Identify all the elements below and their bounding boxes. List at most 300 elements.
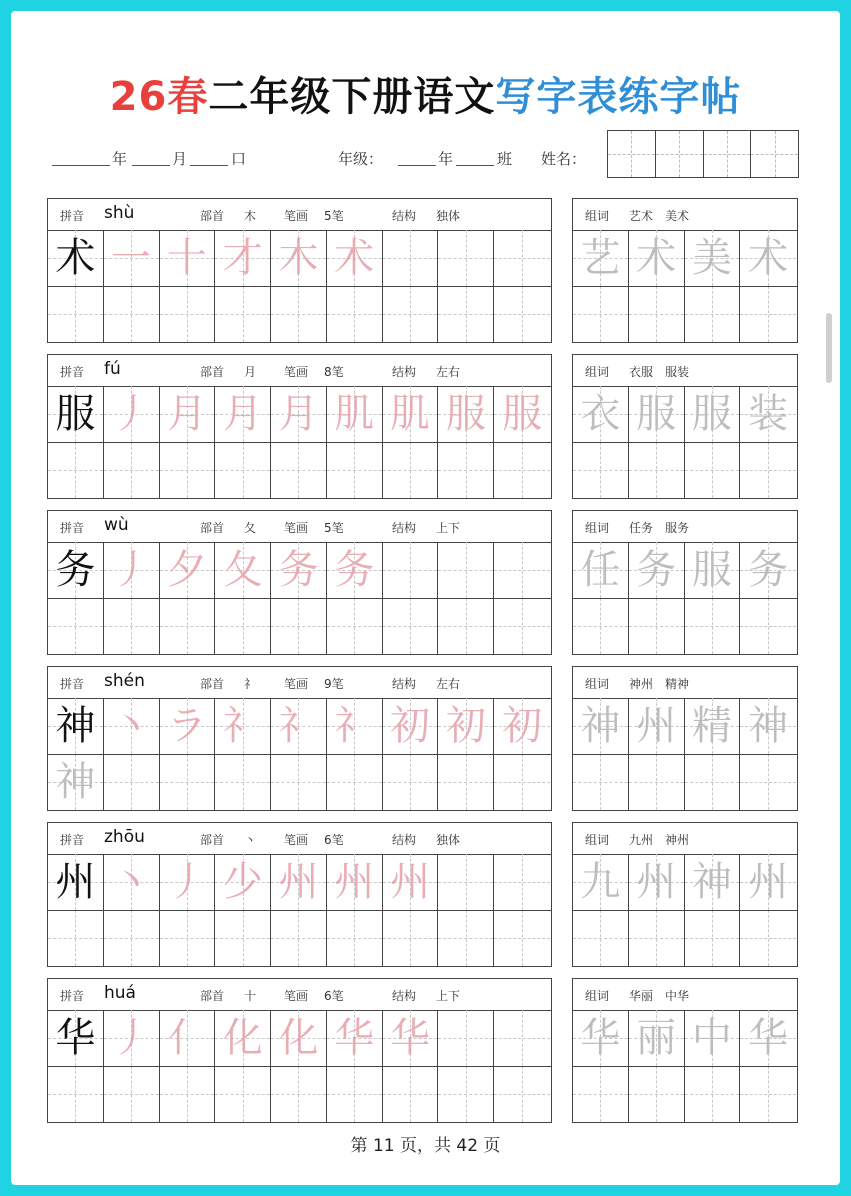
writing-cell[interactable] <box>160 910 216 966</box>
writing-cell[interactable] <box>494 230 550 286</box>
title-subject: 写字表练字帖 <box>495 74 742 120</box>
writing-cell[interactable] <box>438 598 494 654</box>
stroke-order-character: 才 <box>222 235 263 281</box>
pinyin-label: 拼音 <box>60 989 85 1003</box>
writing-cell[interactable] <box>160 286 216 342</box>
row-divider <box>48 910 551 911</box>
writing-cell[interactable] <box>629 1066 685 1122</box>
writing-cell[interactable] <box>573 542 629 598</box>
stroke-order-character: 亻 <box>166 1015 207 1061</box>
row-divider <box>48 754 551 755</box>
model-character: 服 <box>55 391 96 437</box>
writing-cell[interactable] <box>573 1066 629 1122</box>
row-divider <box>48 1066 551 1067</box>
writing-cell[interactable] <box>48 1066 104 1122</box>
writing-cell[interactable] <box>629 286 685 342</box>
writing-cell[interactable] <box>573 754 629 810</box>
strokes-value: 5笔 <box>324 209 344 223</box>
stroke-order-character: 务 <box>278 547 319 593</box>
writing-cell[interactable] <box>48 854 104 910</box>
writing-cell[interactable] <box>383 442 439 498</box>
writing-cell[interactable] <box>629 910 685 966</box>
writing-cell[interactable] <box>438 698 494 754</box>
writing-cell[interactable] <box>740 442 796 498</box>
stroke-order-character: 礻 <box>278 703 319 749</box>
writing-cell[interactable] <box>629 442 685 498</box>
stroke-order-character: 丶 <box>111 859 152 905</box>
writing-cell[interactable] <box>438 542 494 598</box>
writing-cell[interactable] <box>685 542 741 598</box>
writing-cell[interactable] <box>104 754 160 810</box>
word-practice-character: 衣 <box>580 391 621 437</box>
writing-cell[interactable] <box>104 230 160 286</box>
writing-cell[interactable] <box>271 286 327 342</box>
writing-cell[interactable] <box>438 854 494 910</box>
writing-cell[interactable] <box>104 854 160 910</box>
stroke-order-character: 化 <box>278 1015 319 1061</box>
stroke-order-character: 夂 <box>222 547 263 593</box>
word-practice-character: 服 <box>636 391 677 437</box>
writing-cell[interactable] <box>271 854 327 910</box>
words-info-row <box>573 979 797 1011</box>
char-info-row <box>48 667 551 699</box>
writing-cell[interactable] <box>327 286 383 342</box>
word-practice-character: 中 <box>691 1015 732 1061</box>
grade-year-label: 年 <box>438 150 454 168</box>
writing-cell[interactable] <box>160 230 216 286</box>
radical-value: 月 <box>244 365 257 379</box>
writing-cell[interactable] <box>685 910 741 966</box>
strokes-value: 6笔 <box>324 833 344 847</box>
writing-cell[interactable] <box>327 386 383 442</box>
model-character: 神 <box>55 703 96 749</box>
writing-cell[interactable] <box>271 230 327 286</box>
tracing-grid <box>48 698 551 810</box>
writing-cell[interactable] <box>327 442 383 498</box>
name-box[interactable] <box>704 131 752 177</box>
strokes-value: 6笔 <box>324 989 344 1003</box>
writing-cell[interactable] <box>494 442 550 498</box>
writing-cell[interactable] <box>685 386 741 442</box>
strokes-label: 笔画 <box>284 521 309 535</box>
word-practice-character: 服 <box>691 547 732 593</box>
writing-cell[interactable] <box>685 598 741 654</box>
radical-label: 部首 <box>200 677 225 691</box>
writing-cell[interactable] <box>383 1066 439 1122</box>
stroke-order-character: ラ <box>166 703 207 749</box>
strokes-label: 笔画 <box>284 677 309 691</box>
year-blank[interactable] <box>52 165 110 166</box>
stroke-order-character: 服 <box>445 391 486 437</box>
writing-cell[interactable] <box>573 910 629 966</box>
words-grid <box>573 1010 797 1122</box>
structure-value: 左右 <box>436 365 461 379</box>
writing-cell[interactable] <box>629 386 685 442</box>
writing-cell[interactable] <box>740 386 796 442</box>
page-title <box>0 72 851 122</box>
writing-cell[interactable] <box>494 598 550 654</box>
writing-cell[interactable] <box>740 286 796 342</box>
stroke-order-character: 礻 <box>334 703 375 749</box>
writing-cell[interactable] <box>104 1066 160 1122</box>
writing-cell[interactable] <box>573 1010 629 1066</box>
word-practice-character: 华 <box>580 1015 621 1061</box>
writing-cell[interactable] <box>685 854 741 910</box>
writing-cell[interactable] <box>104 386 160 442</box>
writing-cell[interactable] <box>215 386 271 442</box>
class-label: 班 <box>497 150 513 168</box>
words-grid <box>573 698 797 810</box>
writing-cell[interactable] <box>160 598 216 654</box>
writing-cell[interactable] <box>215 854 271 910</box>
writing-cell[interactable] <box>160 542 216 598</box>
writing-cell[interactable] <box>48 598 104 654</box>
writing-cell[interactable] <box>160 442 216 498</box>
words-grid <box>573 230 797 342</box>
model-character: 务 <box>55 547 96 593</box>
writing-cell[interactable] <box>48 698 104 754</box>
words-value: 任务 服务 <box>629 521 690 535</box>
writing-cell[interactable] <box>573 698 629 754</box>
tracing-grid <box>48 854 551 966</box>
writing-cell[interactable] <box>271 542 327 598</box>
word-practice-character: 州 <box>748 859 789 905</box>
words-panel <box>572 198 798 343</box>
writing-cell[interactable] <box>494 1010 550 1066</box>
writing-cell[interactable] <box>327 230 383 286</box>
writing-cell[interactable] <box>271 386 327 442</box>
writing-cell[interactable] <box>383 698 439 754</box>
writing-cell[interactable] <box>327 1066 383 1122</box>
writing-cell[interactable] <box>573 442 629 498</box>
writing-cell[interactable] <box>48 442 104 498</box>
writing-cell[interactable] <box>104 1010 160 1066</box>
writing-cell[interactable] <box>383 542 439 598</box>
structure-label: 结构 <box>392 989 417 1003</box>
writing-cell[interactable] <box>438 1010 494 1066</box>
word-practice-character: 州 <box>636 703 677 749</box>
writing-cell[interactable] <box>629 754 685 810</box>
stroke-order-character: 华 <box>334 1015 375 1061</box>
month-label: 月 <box>172 150 188 168</box>
name-boxes[interactable] <box>607 130 799 178</box>
word-practice-character: 九 <box>580 859 621 905</box>
words-panel <box>572 510 798 655</box>
words-value: 艺术 美术 <box>629 209 690 223</box>
words-panel <box>572 666 798 811</box>
strokes-label: 笔画 <box>284 365 309 379</box>
structure-label: 结构 <box>392 677 417 691</box>
writing-cell[interactable] <box>629 1010 685 1066</box>
writing-cell[interactable] <box>740 854 796 910</box>
writing-cell[interactable] <box>438 1066 494 1122</box>
writing-cell[interactable] <box>383 598 439 654</box>
writing-cell[interactable] <box>494 286 550 342</box>
writing-cell[interactable] <box>383 754 439 810</box>
writing-cell[interactable] <box>48 386 104 442</box>
writing-cell[interactable] <box>685 1066 741 1122</box>
writing-cell[interactable] <box>573 386 629 442</box>
words-grid <box>573 854 797 966</box>
stroke-order-character: 州 <box>390 859 431 905</box>
tracing-panel <box>47 666 552 811</box>
writing-cell[interactable] <box>215 542 271 598</box>
writing-cell[interactable] <box>438 910 494 966</box>
writing-cell[interactable] <box>685 754 741 810</box>
pinyin-value: zhōu <box>104 827 145 847</box>
scrollbar[interactable] <box>826 313 832 383</box>
pinyin-label: 拼音 <box>60 833 85 847</box>
writing-cell[interactable] <box>215 230 271 286</box>
model-character: 州 <box>55 859 96 905</box>
writing-cell[interactable] <box>383 286 439 342</box>
words-label: 组词 <box>585 989 610 1003</box>
words-label: 组词 <box>585 677 610 691</box>
writing-cell[interactable] <box>327 542 383 598</box>
writing-cell[interactable] <box>215 1010 271 1066</box>
writing-cell[interactable] <box>685 1010 741 1066</box>
word-practice-character: 务 <box>636 547 677 593</box>
strokes-value: 5笔 <box>324 521 344 535</box>
writing-cell[interactable] <box>383 1010 439 1066</box>
title-year: 26春 <box>109 74 209 120</box>
writing-cell[interactable] <box>740 598 796 654</box>
writing-cell[interactable] <box>438 286 494 342</box>
stroke-order-character: 术 <box>334 235 375 281</box>
stroke-order-character: 礻 <box>222 703 263 749</box>
writing-cell[interactable] <box>494 542 550 598</box>
writing-cell[interactable] <box>629 598 685 654</box>
writing-cell[interactable] <box>271 442 327 498</box>
strokes-value: 9笔 <box>324 677 344 691</box>
writing-cell[interactable] <box>48 286 104 342</box>
stroke-order-character: 初 <box>502 703 543 749</box>
words-grid <box>573 542 797 654</box>
writing-cell[interactable] <box>494 854 550 910</box>
word-practice-character: 神 <box>748 703 789 749</box>
structure-value: 独体 <box>436 833 461 847</box>
words-label: 组词 <box>585 833 610 847</box>
stroke-order-character: 夕 <box>166 547 207 593</box>
word-practice-character: 神 <box>691 859 732 905</box>
writing-cell[interactable] <box>271 910 327 966</box>
radical-label: 部首 <box>200 365 225 379</box>
stroke-order-character: 化 <box>222 1015 263 1061</box>
writing-cell[interactable] <box>104 542 160 598</box>
writing-cell[interactable] <box>327 754 383 810</box>
writing-cell[interactable] <box>494 754 550 810</box>
writing-cell[interactable] <box>48 542 104 598</box>
stroke-order-character: 州 <box>334 859 375 905</box>
writing-cell[interactable] <box>160 854 216 910</box>
words-panel <box>572 822 798 967</box>
writing-cell[interactable] <box>494 386 550 442</box>
writing-cell[interactable] <box>104 910 160 966</box>
words-value: 九州 神州 <box>629 833 690 847</box>
tracing-panel <box>47 198 552 343</box>
stroke-order-character: 丶 <box>111 703 152 749</box>
writing-cell[interactable] <box>104 598 160 654</box>
writing-cell[interactable] <box>215 910 271 966</box>
writing-cell[interactable] <box>685 286 741 342</box>
words-info-row <box>573 511 797 543</box>
day-blank[interactable] <box>190 165 228 166</box>
writing-cell[interactable] <box>740 698 796 754</box>
writing-cell[interactable] <box>573 598 629 654</box>
words-info-row <box>573 667 797 699</box>
pinyin-value: fú <box>104 359 121 379</box>
row-divider <box>573 754 797 755</box>
row-divider <box>573 1066 797 1067</box>
word-practice-character: 精 <box>691 703 732 749</box>
writing-cell[interactable] <box>740 230 796 286</box>
writing-cell[interactable] <box>629 854 685 910</box>
writing-cell[interactable] <box>48 1010 104 1066</box>
radical-value: 木 <box>244 209 257 223</box>
writing-cell[interactable] <box>160 386 216 442</box>
stroke-order-character: 初 <box>445 703 486 749</box>
char-info-row <box>48 823 551 855</box>
pinyin-value: shén <box>104 671 145 691</box>
model-character: 华 <box>55 1015 96 1061</box>
month-blank[interactable] <box>132 165 170 166</box>
radical-label: 部首 <box>200 833 225 847</box>
writing-cell[interactable] <box>383 854 439 910</box>
writing-cell[interactable] <box>629 698 685 754</box>
name-box[interactable] <box>608 131 656 177</box>
name-label: 姓名： <box>541 150 587 168</box>
writing-cell[interactable] <box>629 230 685 286</box>
radical-value: 夂 <box>244 521 257 535</box>
tracing-panel <box>47 354 552 499</box>
writing-cell[interactable] <box>48 230 104 286</box>
writing-cell[interactable] <box>215 286 271 342</box>
grade-label: 年级： <box>338 150 384 168</box>
writing-cell[interactable] <box>327 598 383 654</box>
writing-cell[interactable] <box>215 598 271 654</box>
writing-cell[interactable] <box>215 698 271 754</box>
word-practice-character: 术 <box>748 235 789 281</box>
writing-cell[interactable] <box>327 698 383 754</box>
class-blank[interactable] <box>456 165 494 166</box>
word-practice-character: 华 <box>748 1015 789 1061</box>
strokes-label: 笔画 <box>284 209 309 223</box>
year-label: 年 <box>112 150 128 168</box>
words-panel <box>572 978 798 1123</box>
writing-cell[interactable] <box>383 386 439 442</box>
radical-value: 丶 <box>244 833 257 847</box>
name-box[interactable] <box>656 131 704 177</box>
stroke-order-character: 木 <box>278 235 319 281</box>
writing-cell[interactable] <box>383 910 439 966</box>
writing-cell[interactable] <box>740 1010 796 1066</box>
word-practice-character: 务 <box>748 547 789 593</box>
writing-cell[interactable] <box>740 1066 796 1122</box>
stroke-order-character: 丿 <box>111 547 152 593</box>
writing-cell[interactable] <box>160 754 216 810</box>
writing-cell[interactable] <box>740 754 796 810</box>
pinyin-value: huá <box>104 983 136 1003</box>
writing-cell[interactable] <box>271 1066 327 1122</box>
writing-cell[interactable] <box>271 754 327 810</box>
writing-cell[interactable] <box>438 442 494 498</box>
pinyin-label: 拼音 <box>60 521 85 535</box>
title-grade: 二年级下册语文 <box>208 74 496 120</box>
pinyin-label: 拼音 <box>60 677 85 691</box>
writing-cell[interactable] <box>629 542 685 598</box>
writing-cell[interactable] <box>438 754 494 810</box>
word-practice-character: 术 <box>636 235 677 281</box>
writing-cell[interactable] <box>494 1066 550 1122</box>
char-block <box>47 978 798 1123</box>
writing-cell[interactable] <box>215 754 271 810</box>
writing-cell[interactable] <box>573 286 629 342</box>
writing-cell[interactable] <box>494 910 550 966</box>
char-block <box>47 198 798 343</box>
writing-cell[interactable] <box>383 230 439 286</box>
writing-cell[interactable] <box>685 230 741 286</box>
writing-cell[interactable] <box>160 698 216 754</box>
stroke-order-character: 一 <box>111 235 152 281</box>
tracing-grid <box>48 1010 551 1122</box>
writing-cell[interactable] <box>48 754 104 810</box>
writing-cell[interactable] <box>104 698 160 754</box>
stroke-order-character: 月 <box>278 391 319 437</box>
row-divider <box>573 910 797 911</box>
writing-cell[interactable] <box>438 386 494 442</box>
char-info-row <box>48 199 551 231</box>
writing-cell[interactable] <box>271 698 327 754</box>
stroke-order-character: 华 <box>390 1015 431 1061</box>
words-info-row <box>573 355 797 387</box>
writing-cell[interactable] <box>327 910 383 966</box>
row-divider <box>48 598 551 599</box>
writing-cell[interactable] <box>494 698 550 754</box>
writing-cell[interactable] <box>48 910 104 966</box>
writing-cell[interactable] <box>438 230 494 286</box>
writing-cell[interactable] <box>104 286 160 342</box>
writing-cell[interactable] <box>327 854 383 910</box>
name-box[interactable] <box>751 131 798 177</box>
writing-cell[interactable] <box>573 854 629 910</box>
writing-cell[interactable] <box>573 230 629 286</box>
writing-cell[interactable] <box>685 698 741 754</box>
word-practice-character: 神 <box>580 703 621 749</box>
word-practice-character: 丽 <box>636 1015 677 1061</box>
writing-cell[interactable] <box>160 1066 216 1122</box>
writing-cell[interactable] <box>104 442 160 498</box>
writing-cell[interactable] <box>215 1066 271 1122</box>
structure-label: 结构 <box>392 833 417 847</box>
radical-label: 部首 <box>200 209 225 223</box>
writing-cell[interactable] <box>740 542 796 598</box>
writing-cell[interactable] <box>740 910 796 966</box>
row-divider <box>573 286 797 287</box>
words-value: 华丽 中华 <box>629 989 690 1003</box>
tracing-character: 神 <box>55 759 96 805</box>
stroke-order-character: 初 <box>390 703 431 749</box>
writing-cell[interactable] <box>685 442 741 498</box>
writing-cell[interactable] <box>271 1010 327 1066</box>
words-info-row <box>573 199 797 231</box>
grade-blank[interactable] <box>398 165 436 166</box>
writing-cell[interactable] <box>271 598 327 654</box>
writing-cell[interactable] <box>215 442 271 498</box>
char-block <box>47 354 798 499</box>
writing-cell[interactable] <box>160 1010 216 1066</box>
stroke-order-character: 少 <box>222 859 263 905</box>
writing-cell[interactable] <box>327 1010 383 1066</box>
